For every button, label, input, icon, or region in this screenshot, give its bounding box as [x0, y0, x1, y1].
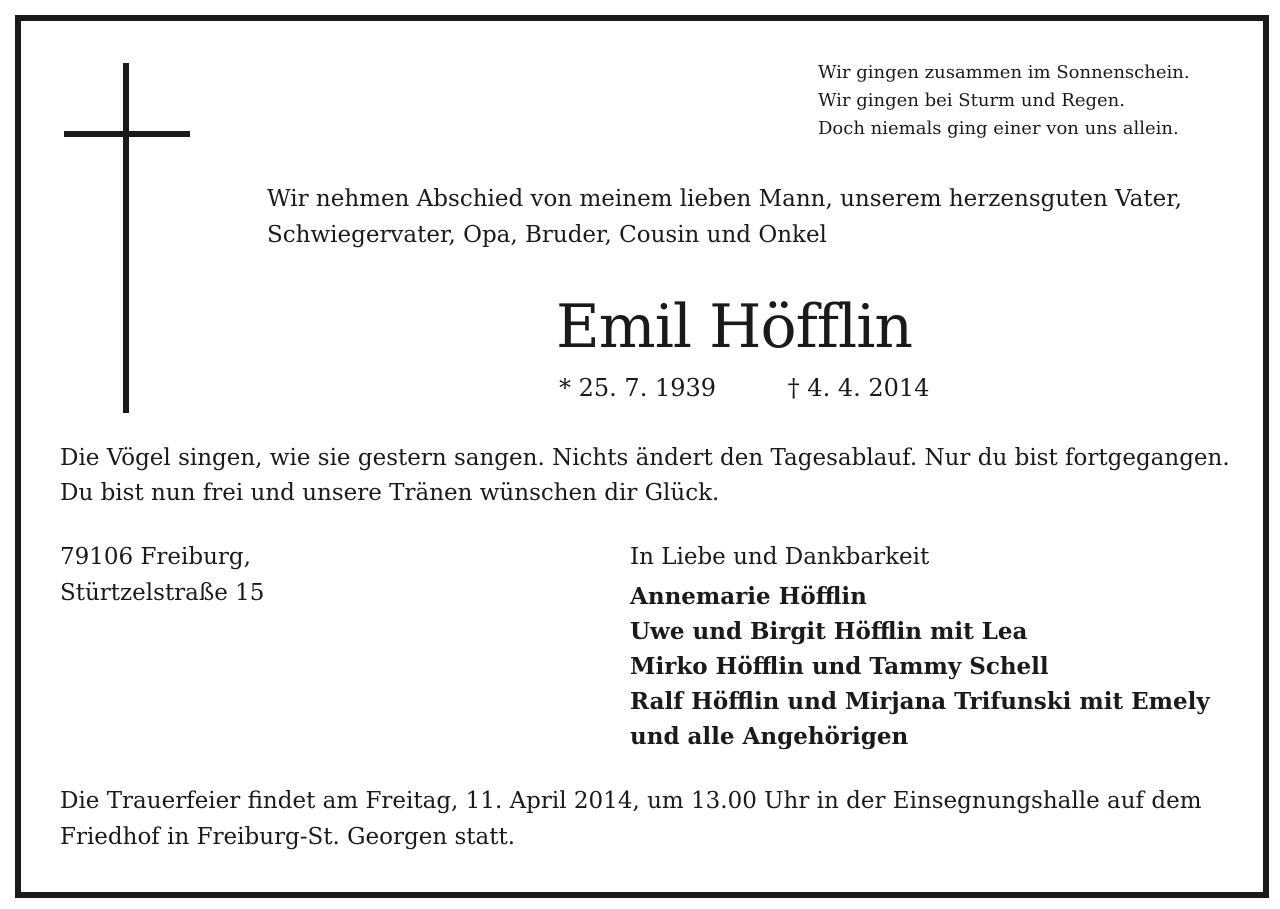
- deceased-name: Emil Höfflin: [556, 292, 913, 362]
- mourner-name: Mirko Höfflin und Tammy Schell: [630, 653, 1049, 680]
- intro-line: Schwiegervater, Opa, Bruder, Cousin und Onkel: [267, 222, 827, 248]
- poem-line: Wir gingen bei Sturm und Regen.: [818, 90, 1125, 111]
- obituary-notice: [15, 15, 1269, 898]
- service-line: Friedhof in Freiburg-St. Georgen statt.: [60, 824, 516, 850]
- service-line: Die Trauerfeier findet am Freitag, 11. April 2014, um 13.00 Uhr in der Einsegnungshalle auf dem: [60, 788, 1202, 814]
- address-line: 79106 Freiburg,: [60, 544, 251, 570]
- life-dates: [559, 371, 929, 405]
- funeral-service-info: [60, 783, 1250, 855]
- mourners-block: [630, 539, 1250, 754]
- poem-verse: [818, 59, 1248, 143]
- intro-line: Wir nehmen Abschied von meinem lieben Mann, unserem herzensguten Vater,: [267, 186, 1182, 212]
- birth-date: * 25. 7. 1939: [559, 374, 717, 402]
- memorial-quote: [60, 441, 1250, 511]
- farewell-intro: [267, 181, 1257, 253]
- poem-line: Wir gingen zusammen im Sonnenschein.: [818, 62, 1190, 83]
- mourner-name: Annemarie Höfflin: [630, 583, 867, 610]
- cross-vertical-bar: [123, 63, 129, 413]
- mourner-name: Ralf Höfflin und Mirjana Trifunski mit Emely: [630, 688, 1210, 715]
- address-line: Stürtzelstraße 15: [60, 580, 265, 606]
- mourners-heading: In Liebe und Dankbarkeit: [630, 544, 930, 570]
- death-date: † 4. 4. 2014: [787, 374, 930, 402]
- family-address: [60, 539, 264, 611]
- poem-line: Doch niemals ging einer von uns allein.: [818, 118, 1179, 139]
- quote-line: Die Vögel singen, wie sie gestern sangen. Nichts ändert den Tagesablauf. Nur du bist fortgegangen.: [60, 445, 1230, 471]
- cross-horizontal-bar: [64, 131, 190, 137]
- mourner-name: und alle Angehörigen: [630, 723, 909, 750]
- quote-line: Du bist nun frei und unsere Tränen wünschen dir Glück.: [60, 480, 720, 506]
- mourner-name: Uwe und Birgit Höfflin mit Lea: [630, 618, 1028, 645]
